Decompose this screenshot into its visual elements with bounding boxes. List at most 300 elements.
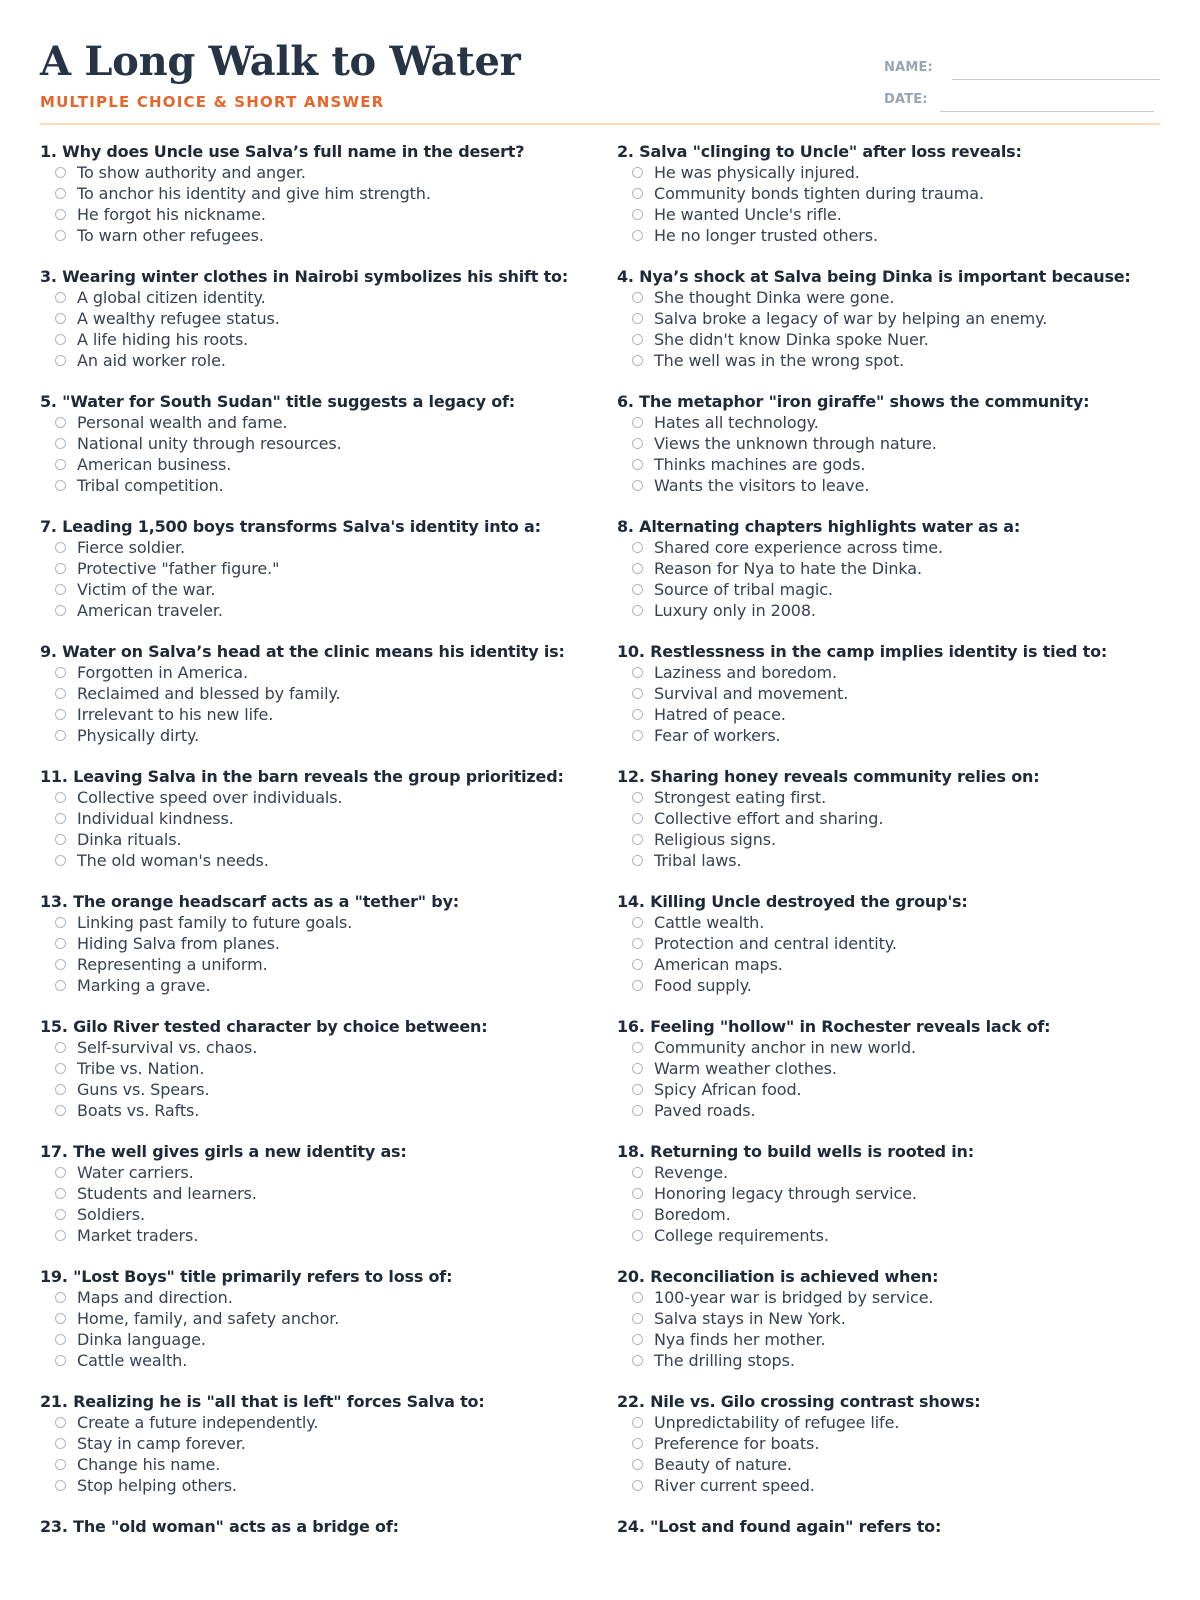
answer-option[interactable] [632, 475, 1160, 496]
answer-option-label: Boats vs. Rafts. [77, 1101, 200, 1120]
answer-option[interactable] [55, 1204, 617, 1225]
radio-circle-icon[interactable] [632, 1355, 643, 1366]
answer-option[interactable] [632, 579, 1160, 600]
question-17 [40, 1142, 617, 1267]
radio-circle-icon[interactable] [55, 563, 66, 574]
date-field[interactable] [884, 88, 1160, 112]
answer-option-label: Dinka language. [77, 1330, 206, 1349]
answer-option-label: Unpredictability of refugee life. [654, 1413, 900, 1432]
answer-option-label: Linking past family to future goals. [77, 913, 353, 932]
answer-option[interactable] [632, 704, 1160, 725]
radio-circle-icon[interactable] [632, 667, 643, 678]
answer-option-label: An aid worker role. [77, 351, 226, 370]
radio-circle-icon[interactable] [55, 1438, 66, 1449]
answer-option[interactable] [55, 162, 617, 183]
radio-circle-icon[interactable] [55, 1292, 66, 1303]
radio-circle-icon[interactable] [632, 417, 643, 428]
answer-option-label: College requirements. [654, 1226, 829, 1245]
radio-circle-icon[interactable] [55, 292, 66, 303]
answer-option[interactable] [55, 1454, 617, 1475]
radio-circle-icon[interactable] [632, 938, 643, 949]
answer-option[interactable] [632, 1225, 1160, 1246]
question-3 [40, 267, 617, 392]
answer-option-label: He forgot his nickname. [77, 205, 266, 224]
answer-option[interactable] [55, 454, 617, 475]
radio-circle-icon[interactable] [632, 688, 643, 699]
answer-option[interactable] [55, 412, 617, 433]
answer-option[interactable] [632, 600, 1160, 621]
answer-option[interactable] [55, 1037, 617, 1058]
answer-option-label: Laziness and boredom. [654, 663, 838, 682]
answer-option-label: The drilling stops. [654, 1351, 795, 1370]
answer-option[interactable] [632, 183, 1160, 204]
radio-circle-icon[interactable] [55, 667, 66, 678]
radio-circle-icon[interactable] [55, 1188, 66, 1199]
worksheet-title: A Long Walk to Water [40, 38, 521, 85]
answer-option-label: Revenge. [654, 1163, 728, 1182]
name-line[interactable] [952, 79, 1160, 80]
radio-circle-icon[interactable] [632, 230, 643, 241]
answer-option[interactable] [632, 1058, 1160, 1079]
question-prompt: 13. The orange headscarf acts as a "tether" by: [40, 892, 459, 911]
answer-option[interactable] [55, 1079, 617, 1100]
radio-circle-icon[interactable] [632, 1459, 643, 1470]
answer-option[interactable] [632, 1100, 1160, 1121]
answer-option-label: Individual kindness. [77, 809, 234, 828]
answer-option-label: Fierce soldier. [77, 538, 185, 557]
answer-option[interactable] [632, 558, 1160, 579]
answer-option-label: Preference for boats. [654, 1434, 820, 1453]
radio-circle-icon[interactable] [632, 209, 643, 220]
answer-option[interactable] [55, 1162, 617, 1183]
answer-option[interactable] [632, 412, 1160, 433]
answer-option[interactable] [55, 1329, 617, 1350]
radio-circle-icon[interactable] [632, 480, 643, 491]
question-prompt: 8. Alternating chapters highlights water as a: [617, 517, 1021, 536]
question-prompt: 1. Why does Uncle use Salva’s full name in the desert? [40, 142, 525, 161]
answer-option-label: He was physically injured. [654, 163, 860, 182]
answer-option-label: Students and learners. [77, 1184, 257, 1203]
answer-option[interactable] [632, 1183, 1160, 1204]
answer-option[interactable] [55, 329, 617, 350]
question-prompt: 21. Realizing he is "all that is left" forces Salva to: [40, 1392, 485, 1411]
question-prompt: 19. "Lost Boys" title primarily refers to loss of: [40, 1267, 453, 1286]
answer-option[interactable] [632, 329, 1160, 350]
answer-option-label: Spicy African food. [654, 1080, 802, 1099]
answer-option[interactable] [55, 829, 617, 850]
radio-circle-icon[interactable] [632, 1105, 643, 1116]
question-18 [617, 1142, 1160, 1267]
radio-circle-icon[interactable] [632, 1438, 643, 1449]
answer-option-label: Cattle wealth. [77, 1351, 188, 1370]
radio-circle-icon[interactable] [632, 917, 643, 928]
answer-option-label: He wanted Uncle's rifle. [654, 205, 842, 224]
answer-option[interactable] [632, 537, 1160, 558]
answer-option[interactable] [632, 1204, 1160, 1225]
question-prompt: 23. The "old woman" acts as a bridge of: [40, 1517, 399, 1536]
answer-option-label: Nya finds her mother. [654, 1330, 826, 1349]
answer-option[interactable] [55, 287, 617, 308]
question-14 [617, 892, 1160, 1017]
answer-option[interactable] [632, 1350, 1160, 1371]
radio-circle-icon[interactable] [55, 313, 66, 324]
question-prompt: 17. The well gives girls a new identity as: [40, 1142, 407, 1161]
answer-option[interactable] [55, 787, 617, 808]
radio-circle-icon[interactable] [632, 1188, 643, 1199]
radio-circle-icon[interactable] [632, 1167, 643, 1178]
answer-option[interactable] [632, 933, 1160, 954]
answer-option[interactable] [55, 475, 617, 496]
radio-circle-icon[interactable] [55, 1063, 66, 1074]
answer-option-label: Wants the visitors to leave. [654, 476, 870, 495]
answer-option-label: She thought Dinka were gone. [654, 288, 895, 307]
answer-option[interactable] [55, 1287, 617, 1308]
radio-circle-icon[interactable] [55, 188, 66, 199]
name-label: NAME: [884, 60, 933, 75]
radio-circle-icon[interactable] [55, 1417, 66, 1428]
answer-option[interactable] [55, 1183, 617, 1204]
answer-option-label: Marking a grave. [77, 976, 211, 995]
question-23 [40, 1517, 617, 1600]
answer-option[interactable] [632, 1079, 1160, 1100]
radio-circle-icon[interactable] [632, 334, 643, 345]
answer-option[interactable] [55, 433, 617, 454]
answer-option[interactable] [632, 225, 1160, 246]
answer-option-label: Self-survival vs. chaos. [77, 1038, 258, 1057]
radio-circle-icon[interactable] [55, 688, 66, 699]
question-prompt: 3. Wearing winter clothes in Nairobi symbolizes his shift to: [40, 267, 569, 286]
question-prompt: 10. Restlessness in the camp implies identity is tied to: [617, 642, 1108, 661]
radio-circle-icon[interactable] [55, 1105, 66, 1116]
worksheet-header [40, 38, 1160, 124]
radio-circle-icon[interactable] [55, 959, 66, 970]
answer-option-label: National unity through resources. [77, 434, 342, 453]
answer-option-label: 100-year war is bridged by service. [654, 1288, 934, 1307]
answer-option-label: The well was in the wrong spot. [654, 351, 905, 370]
radio-circle-icon[interactable] [632, 1313, 643, 1324]
answer-option-label: The old woman's needs. [77, 851, 269, 870]
answer-option[interactable] [632, 350, 1160, 371]
answer-option-label: Personal wealth and fame. [77, 413, 288, 432]
radio-circle-icon[interactable] [632, 959, 643, 970]
radio-circle-icon[interactable] [632, 1209, 643, 1220]
question-prompt: 2. Salva "clinging to Uncle" after loss reveals: [617, 142, 1022, 161]
answer-option[interactable] [55, 704, 617, 725]
question-8 [617, 517, 1160, 642]
radio-circle-icon[interactable] [632, 1084, 643, 1095]
answer-option[interactable] [55, 1225, 617, 1246]
answer-option[interactable] [55, 850, 617, 871]
question-22 [617, 1392, 1160, 1517]
answer-option[interactable] [632, 1412, 1160, 1433]
date-line[interactable] [940, 111, 1154, 112]
question-16 [617, 1017, 1160, 1142]
radio-circle-icon[interactable] [55, 1480, 66, 1491]
radio-circle-icon[interactable] [55, 730, 66, 741]
question-1 [40, 142, 617, 267]
header-divider [40, 123, 1160, 125]
answer-option-label: Reclaimed and blessed by family. [77, 684, 341, 703]
question-prompt: 16. Feeling "hollow" in Rochester reveals lack of: [617, 1017, 1051, 1036]
question-24 [617, 1517, 1160, 1600]
radio-circle-icon[interactable] [632, 355, 643, 366]
answer-option[interactable] [632, 912, 1160, 933]
answer-option-label: American traveler. [77, 601, 223, 620]
answer-option-label: American business. [77, 455, 232, 474]
radio-circle-icon[interactable] [55, 1042, 66, 1053]
question-prompt: 24. "Lost and found again" refers to: [617, 1517, 942, 1536]
radio-circle-icon[interactable] [55, 1230, 66, 1241]
answer-option-label: Collective effort and sharing. [654, 809, 884, 828]
radio-circle-icon[interactable] [632, 813, 643, 824]
answer-option[interactable] [632, 1475, 1160, 1496]
radio-circle-icon[interactable] [632, 292, 643, 303]
answer-option[interactable] [632, 1287, 1160, 1308]
answer-option[interactable] [55, 1350, 617, 1371]
answer-option[interactable] [632, 662, 1160, 683]
answer-option-label: Soldiers. [77, 1205, 145, 1224]
answer-option-label: Food supply. [654, 976, 752, 995]
answer-option[interactable] [632, 1308, 1160, 1329]
answer-option[interactable] [55, 579, 617, 600]
answer-option[interactable] [55, 683, 617, 704]
radio-circle-icon[interactable] [632, 1042, 643, 1053]
radio-circle-icon[interactable] [632, 980, 643, 991]
answer-option[interactable] [632, 1454, 1160, 1475]
answer-option-label: Create a future independently. [77, 1413, 319, 1432]
radio-circle-icon[interactable] [632, 313, 643, 324]
question-13 [40, 892, 617, 1017]
answer-option-label: To warn other refugees. [77, 226, 264, 245]
question-prompt: 15. Gilo River tested character by choice between: [40, 1017, 488, 1036]
radio-circle-icon[interactable] [55, 167, 66, 178]
radio-circle-icon[interactable] [632, 584, 643, 595]
radio-circle-icon[interactable] [55, 855, 66, 866]
question-prompt: 9. Water on Salva’s head at the clinic means his identity is: [40, 642, 565, 661]
answer-option-label: A wealthy refugee status. [77, 309, 280, 328]
answer-option-label: Forgotten in America. [77, 663, 248, 682]
radio-circle-icon[interactable] [632, 730, 643, 741]
answer-option-label: Protection and central identity. [654, 934, 897, 953]
radio-circle-icon[interactable] [632, 542, 643, 553]
answer-option-label: Reason for Nya to hate the Dinka. [654, 559, 922, 578]
answer-option-label: Tribe vs. Nation. [77, 1059, 205, 1078]
answer-option-label: Tribal competition. [77, 476, 224, 495]
answer-option-label: Hiding Salva from planes. [77, 934, 280, 953]
radio-circle-icon[interactable] [632, 1417, 643, 1428]
radio-circle-icon[interactable] [632, 709, 643, 720]
answer-option[interactable] [632, 433, 1160, 454]
radio-circle-icon[interactable] [55, 1355, 66, 1366]
worksheet-subtitle: MULTIPLE CHOICE & SHORT ANSWER [40, 93, 385, 111]
answer-option-label: Paved roads. [654, 1101, 756, 1120]
radio-circle-icon[interactable] [632, 1292, 643, 1303]
radio-circle-icon[interactable] [55, 480, 66, 491]
name-field[interactable] [884, 56, 1160, 80]
answer-option-label: Physically dirty. [77, 726, 200, 745]
answer-option[interactable] [55, 1100, 617, 1121]
answer-option-label: Views the unknown through nature. [654, 434, 937, 453]
radio-circle-icon[interactable] [55, 1334, 66, 1345]
answer-option[interactable] [55, 1058, 617, 1079]
radio-circle-icon[interactable] [632, 1230, 643, 1241]
radio-circle-icon[interactable] [55, 230, 66, 241]
radio-circle-icon[interactable] [632, 834, 643, 845]
answer-option[interactable] [55, 808, 617, 829]
answer-option-label: Change his name. [77, 1455, 221, 1474]
radio-circle-icon[interactable] [55, 1167, 66, 1178]
answer-option[interactable] [55, 933, 617, 954]
question-9 [40, 642, 617, 767]
answer-option-label: Beauty of nature. [654, 1455, 792, 1474]
answer-option[interactable] [632, 683, 1160, 704]
radio-circle-icon[interactable] [632, 1063, 643, 1074]
answer-option-label: Hates all technology. [654, 413, 819, 432]
radio-circle-icon[interactable] [55, 813, 66, 824]
radio-circle-icon[interactable] [55, 1084, 66, 1095]
radio-circle-icon[interactable] [55, 605, 66, 616]
answer-option[interactable] [55, 183, 617, 204]
radio-circle-icon[interactable] [55, 917, 66, 928]
question-prompt: 22. Nile vs. Gilo crossing contrast shows: [617, 1392, 981, 1411]
question-10 [617, 642, 1160, 767]
answer-option-label: Salva broke a legacy of war by helping an enemy. [654, 309, 1048, 328]
answer-option[interactable] [632, 204, 1160, 225]
answer-option[interactable] [55, 975, 617, 996]
radio-circle-icon[interactable] [55, 584, 66, 595]
radio-circle-icon[interactable] [632, 438, 643, 449]
answer-option[interactable] [632, 454, 1160, 475]
answer-option-label: Protective "father figure." [77, 559, 280, 578]
answer-option[interactable] [55, 204, 617, 225]
radio-circle-icon[interactable] [632, 792, 643, 803]
radio-circle-icon[interactable] [632, 855, 643, 866]
radio-circle-icon[interactable] [55, 334, 66, 345]
answer-option[interactable] [55, 558, 617, 579]
radio-circle-icon[interactable] [55, 1313, 66, 1324]
radio-circle-icon[interactable] [55, 980, 66, 991]
radio-circle-icon[interactable] [55, 209, 66, 220]
radio-circle-icon[interactable] [632, 1334, 643, 1345]
answer-option-label: Strongest eating first. [654, 788, 827, 807]
answer-option[interactable] [632, 287, 1160, 308]
answer-option-label: Representing a uniform. [77, 955, 268, 974]
answer-option[interactable] [632, 1329, 1160, 1350]
answer-option[interactable] [55, 912, 617, 933]
answer-option-label: Victim of the war. [77, 580, 216, 599]
question-prompt: 18. Returning to build wells is rooted in: [617, 1142, 974, 1161]
radio-circle-icon[interactable] [632, 459, 643, 470]
answer-option-label: Warm weather clothes. [654, 1059, 837, 1078]
answer-option[interactable] [55, 1308, 617, 1329]
answer-option-label: A global citizen identity. [77, 288, 266, 307]
answer-option-label: Dinka rituals. [77, 830, 182, 849]
answer-option-label: Water carriers. [77, 1163, 194, 1182]
question-19 [40, 1267, 617, 1392]
radio-circle-icon[interactable] [632, 1480, 643, 1491]
answer-option-label: Market traders. [77, 1226, 199, 1245]
answer-option[interactable] [55, 954, 617, 975]
answer-option[interactable] [632, 725, 1160, 746]
answer-option-label: River current speed. [654, 1476, 815, 1495]
answer-option[interactable] [632, 954, 1160, 975]
answer-option[interactable] [632, 787, 1160, 808]
radio-circle-icon[interactable] [55, 834, 66, 845]
question-2 [617, 142, 1160, 267]
question-11 [40, 767, 617, 892]
answer-option-label: Maps and direction. [77, 1288, 233, 1307]
radio-circle-icon[interactable] [55, 1209, 66, 1220]
answer-option[interactable] [55, 600, 617, 621]
question-prompt: 11. Leaving Salva in the barn reveals the group prioritized: [40, 767, 564, 786]
radio-circle-icon[interactable] [632, 188, 643, 199]
answer-option[interactable] [55, 225, 617, 246]
answer-option[interactable] [632, 808, 1160, 829]
answer-option[interactable] [632, 308, 1160, 329]
answer-option[interactable] [632, 850, 1160, 871]
answer-option-label: Honoring legacy through service. [654, 1184, 917, 1203]
answer-option[interactable] [55, 537, 617, 558]
radio-circle-icon[interactable] [632, 605, 643, 616]
date-label: DATE: [884, 92, 928, 107]
answer-option-label: Community anchor in new world. [654, 1038, 916, 1057]
radio-circle-icon[interactable] [55, 417, 66, 428]
answer-option[interactable] [632, 162, 1160, 183]
answer-option[interactable] [55, 308, 617, 329]
answer-option[interactable] [55, 1433, 617, 1454]
answer-option[interactable] [632, 1037, 1160, 1058]
question-7 [40, 517, 617, 642]
answer-option[interactable] [632, 829, 1160, 850]
answer-option[interactable] [55, 725, 617, 746]
radio-circle-icon[interactable] [55, 355, 66, 366]
answer-option[interactable] [632, 1433, 1160, 1454]
answer-option-label: Salva stays in New York. [654, 1309, 846, 1328]
answer-option-label: Survival and movement. [654, 684, 849, 703]
question-6 [617, 392, 1160, 517]
question-prompt: 4. Nya’s shock at Salva being Dinka is important because: [617, 267, 1131, 286]
answer-option-label: Tribal laws. [654, 851, 742, 870]
answer-option-label: American maps. [654, 955, 783, 974]
answer-option-label: Source of tribal magic. [654, 580, 833, 599]
radio-circle-icon[interactable] [55, 1459, 66, 1470]
radio-circle-icon[interactable] [632, 563, 643, 574]
question-prompt: 7. Leading 1,500 boys transforms Salva's identity into a: [40, 517, 541, 536]
answer-option[interactable] [55, 1412, 617, 1433]
radio-circle-icon[interactable] [55, 709, 66, 720]
answer-option-label: Stay in camp forever. [77, 1434, 246, 1453]
questions-grid [40, 142, 1160, 1600]
answer-option[interactable] [632, 975, 1160, 996]
question-4 [617, 267, 1160, 392]
question-15 [40, 1017, 617, 1142]
answer-option-label: Luxury only in 2008. [654, 601, 816, 620]
answer-option[interactable] [632, 1162, 1160, 1183]
question-20 [617, 1267, 1160, 1392]
question-12 [617, 767, 1160, 892]
answer-option[interactable] [55, 662, 617, 683]
radio-circle-icon[interactable] [55, 459, 66, 470]
radio-circle-icon[interactable] [632, 167, 643, 178]
radio-circle-icon[interactable] [55, 438, 66, 449]
answer-option-label: Thinks machines are gods. [654, 455, 866, 474]
answer-option[interactable] [55, 350, 617, 371]
radio-circle-icon[interactable] [55, 542, 66, 553]
answer-option-label: Fear of workers. [654, 726, 781, 745]
radio-circle-icon[interactable] [55, 792, 66, 803]
radio-circle-icon[interactable] [55, 938, 66, 949]
answer-option[interactable] [55, 1475, 617, 1496]
